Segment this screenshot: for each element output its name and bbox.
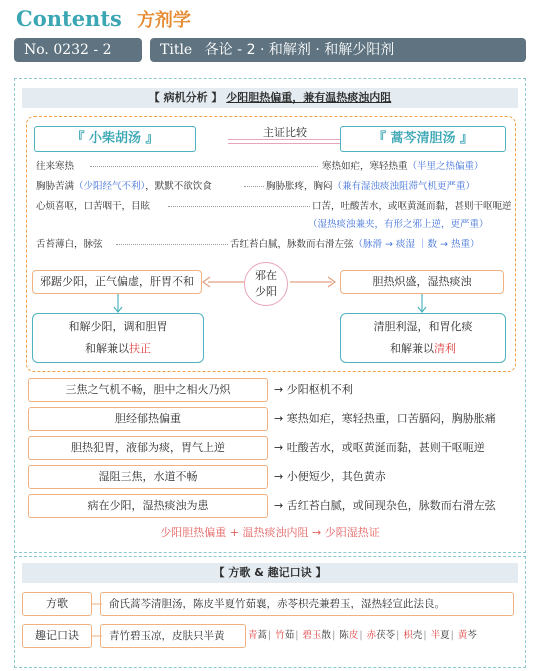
pathology-result-2: → 寒热如疟，寒轻热重，口苦膈闷，胸胁胀痛 xyxy=(274,412,496,425)
row5-note: （脉滑 → 痰湿 ｜数 → 热重） xyxy=(353,239,480,250)
conclusion-text: 少阳胆热偏重 + 温热痰浊内阻 → 少阳湿热证 xyxy=(160,526,380,539)
note-number: No. 0232 - 2 xyxy=(14,38,142,62)
row1-left: 往来寒热 xyxy=(36,161,75,172)
row5-right-text: 舌红苔白腻，脉数而右滑左弦 xyxy=(230,239,354,250)
row1-right-text: 寒热如疟，寒轻热重 xyxy=(322,161,408,172)
row2-note: （兼有湿浊痰浊阻滞气机更严重） xyxy=(332,181,476,192)
row3-left: 心烦喜呕，口苦咽干，目眩 xyxy=(36,201,151,212)
note-title-bar xyxy=(150,38,526,62)
pathology-cause-1: 三焦之气机不畅，胆中之相火乃炽 xyxy=(28,378,268,402)
formula-xiaochaihu: 『 小柴胡汤 』 xyxy=(34,126,196,152)
right-treatment-key: 清利 xyxy=(434,342,456,355)
right-treatment-line2 xyxy=(341,338,505,360)
mnemonic-connector xyxy=(92,630,102,642)
mn-7-rest: 夏 xyxy=(440,630,450,641)
right-treatment-prefix: 和解兼以 xyxy=(390,342,434,355)
left-treatment-line2 xyxy=(33,338,203,360)
row1-dots xyxy=(90,166,318,167)
row3-dots xyxy=(168,206,310,207)
row5-dots xyxy=(116,244,228,245)
pathology-cause-5: 病在少阳，湿热痰浊为患 xyxy=(28,494,268,518)
analysis-heading-main: 少阳胆热偏重，兼有温热痰浊内阻 xyxy=(226,91,392,104)
pathology-cause-3: 胆热犯胃，液郁为痰，胃气上逆 xyxy=(28,436,268,460)
center-line1: 邪在 xyxy=(255,269,277,282)
pathology-result-1: → 少阳枢机不利 xyxy=(274,383,353,396)
pathology-result-5: → 舌红苔白腻，或间现杂色，脉数而右滑左弦 xyxy=(274,499,496,512)
mn-4-rest: 陈 xyxy=(339,630,349,641)
left-treatment-key: 扶正 xyxy=(129,342,151,355)
mn-5-rest: 茯苓 xyxy=(376,630,396,641)
row2-left xyxy=(36,178,212,192)
mn-1-rest: 蒿 xyxy=(257,630,268,641)
song-label: 方歌 xyxy=(22,592,92,616)
pathology-result-3: → 吐酸苦水，或呕黄涎而黏，甚则干呕呃逆 xyxy=(274,441,485,454)
row5-right xyxy=(230,236,480,250)
mn-3-key: 碧玉 xyxy=(302,630,322,641)
row2-right-text: 胸胁胀疼，胸闷 xyxy=(266,181,333,192)
row1-note: （半里之热偏重） xyxy=(407,161,484,172)
mnemonic-text: 青竹碧玉凉，皮肤只半黄 xyxy=(100,624,246,648)
left-arrow-icon xyxy=(200,276,250,288)
left-treatment-prefix: 和解兼以 xyxy=(85,342,129,355)
right-down-arrow-icon xyxy=(416,294,428,314)
mn-8-key: 黄 xyxy=(457,630,468,641)
row2-left-text: 胸胁苦满 xyxy=(36,181,75,192)
right-treatment-line1: 清胆利湿，和胃化痰 xyxy=(373,320,473,333)
left-treatment-box xyxy=(32,313,204,363)
mn-5-key: 赤 xyxy=(366,630,377,641)
right-arrow-icon xyxy=(288,276,340,288)
mn-6-rest: 壳 xyxy=(412,630,423,641)
left-pathogenesis-box: 邪踞少阳，正气偏虚，肝胃不和 xyxy=(32,270,202,294)
pathology-result-4: → 小便短少，其色黄赤 xyxy=(274,470,386,483)
song-text: 俞氏蒿芩清胆汤，陈皮半夏竹茹襄，赤苓枳壳兼碧玉，湿热轻宣此法良。 xyxy=(100,592,514,616)
mn-1-key: 青 xyxy=(248,630,258,641)
row1-right xyxy=(322,158,484,172)
mnemonic-label: 趣记口诀 xyxy=(22,624,92,648)
pathology-cause-4: 湿阻三焦，水道不畅 xyxy=(28,465,268,489)
analysis-heading-prefix: 【 病机分析 】 xyxy=(148,91,223,104)
compare-label: 主证比较 xyxy=(263,126,307,139)
row2-dots xyxy=(244,186,264,187)
title-text: 各论 - 2 · 和解剂 · 和解少阳剂 xyxy=(204,42,395,58)
center-line2: 少阳 xyxy=(255,285,277,298)
mn-3-rest: 散 xyxy=(321,630,332,641)
mnemonic-breakdown: 青蒿| 竹茹| 碧玉散| 陈皮| 赤茯苓| 枳壳| 半夏| 黄芩 xyxy=(248,630,477,641)
mn-6-key: 枳 xyxy=(403,630,413,641)
row5-left: 舌苔薄白，脉弦 xyxy=(36,239,103,250)
mn-4-key: 皮 xyxy=(348,630,359,641)
row2-left-text2: ，默默不欲饮食 xyxy=(145,181,212,192)
pathology-cause-2: 胆经郁热偏重 xyxy=(28,407,268,431)
row2-left-note: （少阳经气不利） xyxy=(74,181,146,192)
right-treatment-box xyxy=(340,313,506,363)
compare-line-top xyxy=(228,139,340,140)
compare-line-bottom xyxy=(228,143,340,144)
mn-8-rest: 芩 xyxy=(467,630,477,641)
contents-title: Contents xyxy=(16,6,122,31)
mn-2-key: 竹 xyxy=(275,630,285,641)
row2-right xyxy=(266,178,475,192)
song-heading: 【 方歌 & 趣记口诀 】 xyxy=(22,563,518,583)
right-pathogenesis-box: 胆热炽盛，湿热痰浊 xyxy=(340,270,504,294)
left-treatment-line1: 和解少阳，调和胆胃 xyxy=(68,320,168,333)
formula-haoqin: 『 蒿芩清胆汤 』 xyxy=(340,126,506,152)
left-down-arrow-icon xyxy=(112,294,124,314)
page-header xyxy=(16,6,191,36)
row3-right: 口苦，吐酸苦水，或呕黄涎而黏，甚则干呕呃逆 xyxy=(312,201,512,212)
mn-7-key: 半 xyxy=(430,630,441,641)
analysis-heading xyxy=(22,88,518,108)
row4-note: （湿热痰浊兼夹，有形之邪上逆，更严重） xyxy=(308,219,489,230)
song-connector xyxy=(92,598,102,610)
mn-2-rest: 茹 xyxy=(284,630,295,641)
subject-title: 方剂学 xyxy=(136,10,191,31)
center-circle xyxy=(244,262,288,306)
title-label: Title xyxy=(160,42,193,58)
